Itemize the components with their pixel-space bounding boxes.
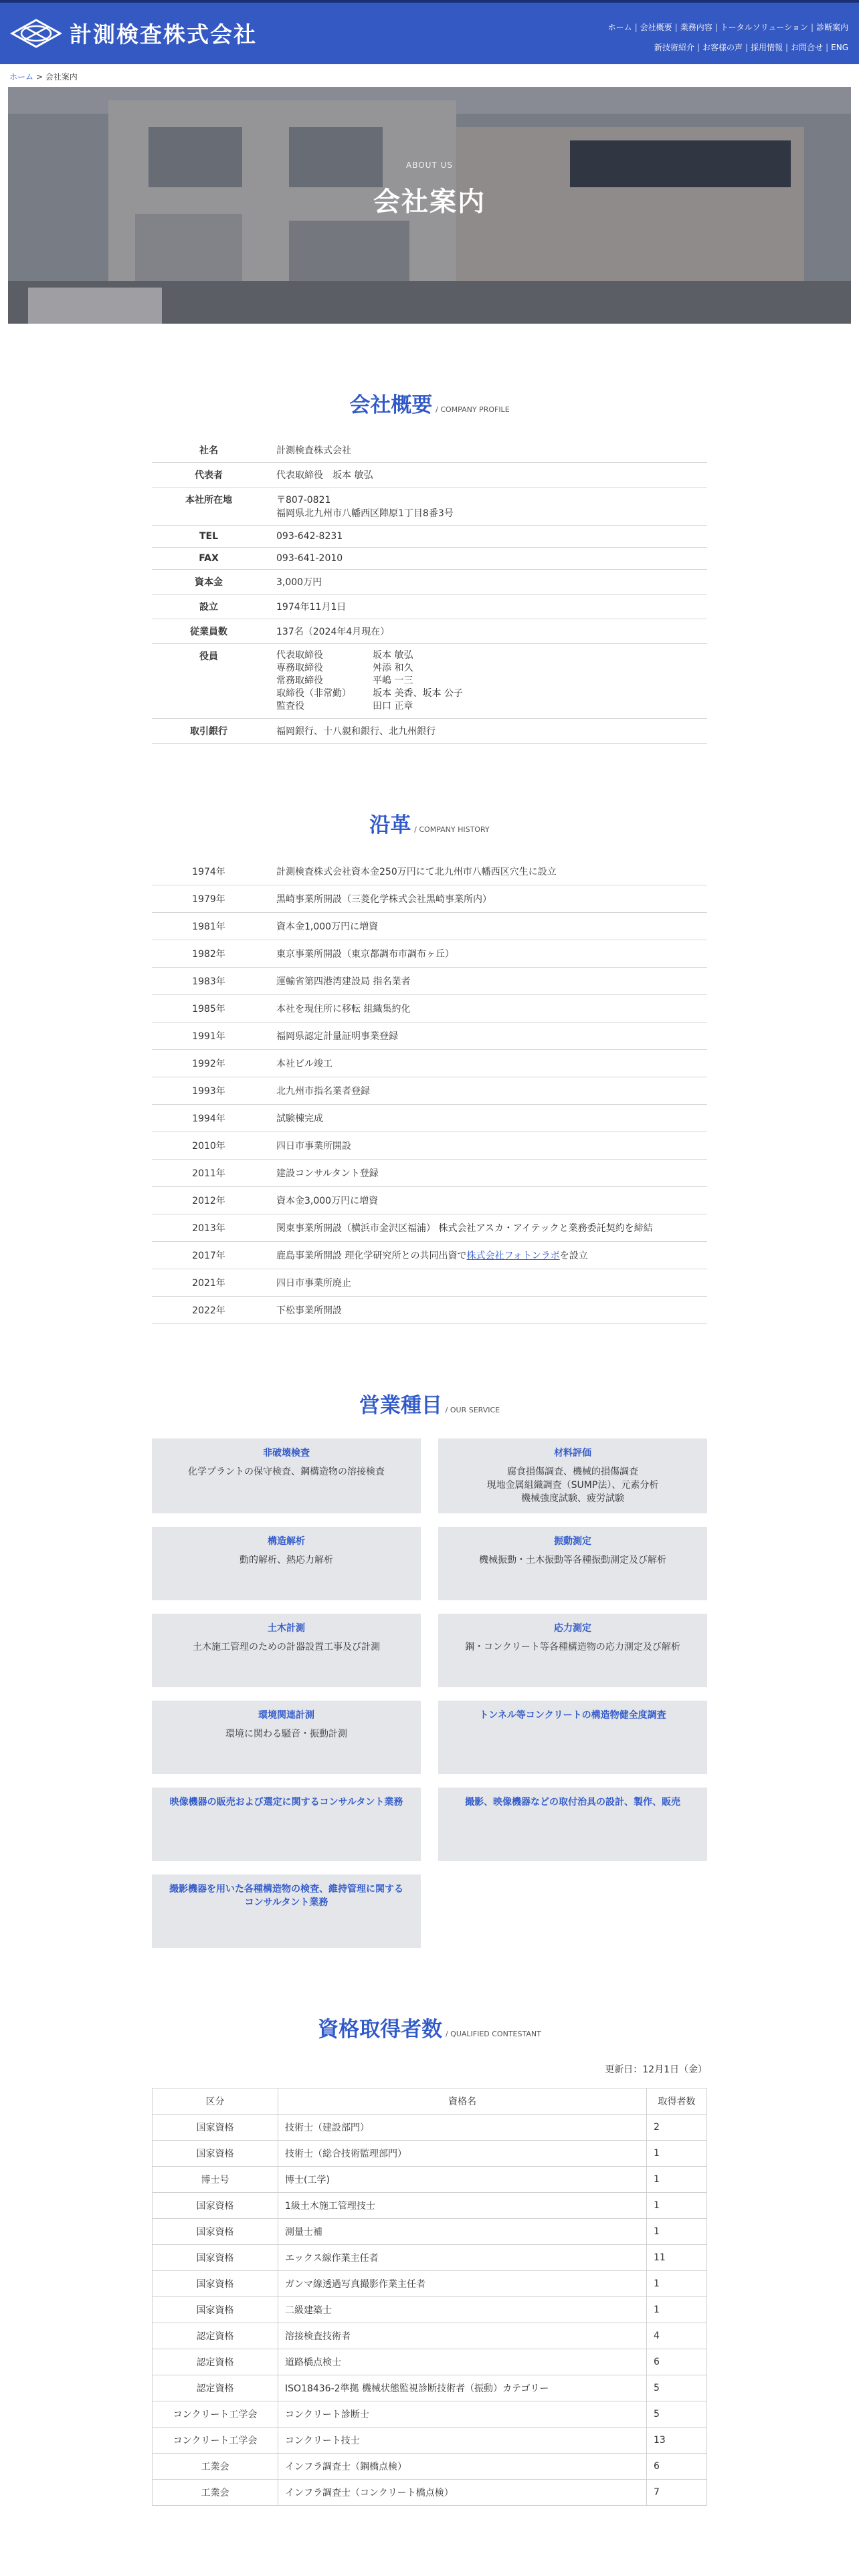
quals-row	[153, 2167, 707, 2193]
history-event	[266, 995, 707, 1023]
history-year: 2012年	[152, 1187, 266, 1214]
history-event-text: 下松事業所開設	[276, 1305, 342, 1316]
history-event-text: 鹿島事業所開設 理化学研究所との共同出資で	[276, 1251, 467, 1261]
service-card	[438, 1788, 707, 1861]
history-row	[152, 1214, 707, 1242]
service-title: 撮影、映像機器などの取付治具の設計、製作、販売	[465, 1797, 680, 1808]
profile-label: 本社所在地	[152, 488, 266, 526]
site-logo[interactable]	[9, 17, 257, 49]
quals-row	[153, 2428, 707, 2454]
profile-value	[266, 526, 707, 548]
quals-category: コンクリート工学会	[153, 2401, 278, 2428]
service-card	[438, 1438, 707, 1513]
history-row	[152, 1023, 707, 1050]
history-event	[266, 1023, 707, 1050]
history-year: 1982年	[152, 940, 266, 968]
profile-value-line: 093-642-8231	[276, 531, 343, 542]
photonlab-link[interactable]: 株式会社フォトンラボ	[466, 1251, 560, 1261]
profile-value	[266, 619, 707, 644]
officer-name: 舛添 和久	[373, 663, 413, 673]
company-name: 計測検査株式会社	[70, 21, 257, 47]
officer-name: 坂本 美香、坂本 公子	[373, 688, 463, 699]
profile-row	[152, 548, 707, 570]
officer-role: 代表取締役	[276, 650, 323, 661]
service-title: 材料評価	[554, 1448, 591, 1459]
quals-row	[153, 2323, 707, 2349]
history-row	[152, 1077, 707, 1105]
profile-value-line: 代表取締役 坂本 敏弘	[276, 470, 373, 481]
quals-name: コンクリート技士	[278, 2428, 647, 2454]
quals-row	[153, 2454, 707, 2480]
service-card	[152, 1614, 421, 1687]
quals-row	[153, 2480, 707, 2506]
profile-value	[266, 488, 707, 526]
profile-row-officers	[152, 644, 707, 719]
profile-row	[152, 526, 707, 548]
profile-value	[266, 438, 707, 463]
hero-subtitle: ABOUT US	[405, 160, 453, 170]
quals-table	[152, 2088, 707, 2506]
history-event	[266, 1242, 707, 1269]
history-event	[266, 1214, 707, 1242]
profile-label: 取引銀行	[152, 719, 266, 744]
history-event	[266, 1132, 707, 1160]
breadcrumb-current: 会社案内	[45, 72, 78, 82]
profile-value-line: 3,000万円	[276, 577, 322, 588]
quals-count: 6	[647, 2349, 707, 2375]
history-row	[152, 940, 707, 968]
quals-name: コンクリート診断士	[278, 2401, 647, 2428]
quals-row	[153, 2375, 707, 2401]
service-title: 撮影機器を用いた各種構造物の検査、維持管理に関する コンサルタント業務	[169, 1884, 403, 1908]
quals-name: 道路橋点検士	[278, 2349, 647, 2375]
history-event	[266, 1050, 707, 1077]
nav-recruit[interactable]: 採用情報	[751, 43, 783, 52]
history-year: 1983年	[152, 968, 266, 995]
quals-name: 技術士（建設部門）	[278, 2115, 647, 2141]
service-description: 現地金属組織調査（SUMP法）、元素分析	[486, 1480, 659, 1491]
service-card	[152, 1701, 421, 1774]
history-event-text: 資本金1,000万円に増資	[276, 922, 379, 932]
history-row	[152, 995, 707, 1023]
history-year: 2013年	[152, 1214, 266, 1242]
profile-label: 資本金	[152, 570, 266, 595]
quals-count: 5	[647, 2401, 707, 2428]
service-title: 応力測定	[554, 1623, 591, 1634]
history-row	[152, 1297, 707, 1324]
history-year: 1981年	[152, 913, 266, 940]
profile-table	[152, 438, 707, 744]
quals-name: ガンマ線透過写真撮影作業主任者	[278, 2271, 647, 2297]
officer-name: 田口 正章	[373, 701, 413, 712]
quals-name: 溶接検査技術者	[278, 2323, 647, 2349]
history-event-text: 試験棟完成	[276, 1113, 323, 1124]
history-year: 2022年	[152, 1297, 266, 1324]
quals-row	[153, 2401, 707, 2428]
company-logo-icon	[9, 18, 63, 49]
quals-count: 7	[647, 2480, 707, 2506]
history-year: 1991年	[152, 1023, 266, 1050]
quals-count: 2	[647, 2115, 707, 2141]
history-event	[266, 913, 707, 940]
history-event-text: 福岡県認定計量証明事業登録	[276, 1031, 398, 1042]
nav-company[interactable]: 会社概要	[640, 23, 672, 32]
quals-name: 1級土木施工管理技士	[278, 2193, 647, 2219]
history-event	[266, 1187, 707, 1214]
history-heading	[152, 808, 707, 838]
quals-category: 認定資格	[153, 2323, 278, 2349]
profile-label: FAX	[152, 548, 266, 570]
officer-entry	[276, 700, 700, 713]
quals-row	[153, 2245, 707, 2271]
history-year: 2011年	[152, 1160, 266, 1187]
company-history-section	[152, 808, 707, 1324]
quals-category: 国家資格	[153, 2245, 278, 2271]
history-row	[152, 1187, 707, 1214]
quals-row	[153, 2219, 707, 2245]
history-year: 1993年	[152, 1077, 266, 1105]
profile-label: 設立	[152, 595, 266, 619]
quals-row	[153, 2193, 707, 2219]
quals-count: 1	[647, 2141, 707, 2167]
quals-count: 1	[647, 2193, 707, 2219]
nav-contact[interactable]: お問合せ	[791, 43, 824, 52]
history-event-text: 四日市事業所廃止	[276, 1278, 351, 1289]
history-event-text: 計測検査株式会社資本金250万円にて北九州市八幡西区穴生に設立	[276, 867, 557, 877]
quals-name: 二級建築士	[278, 2297, 647, 2323]
site-header	[0, 0, 859, 64]
hero-banner	[8, 87, 851, 324]
services-title-en: / OUR SERVICE	[445, 1406, 500, 1414]
quals-header-category: 区分	[153, 2088, 278, 2115]
history-year: 1979年	[152, 885, 266, 913]
history-event	[266, 1105, 707, 1132]
quals-name: エックス線作業主任者	[278, 2245, 647, 2271]
history-event-text: 四日市事業所開設	[276, 1141, 351, 1152]
profile-value: 福岡銀行、十八親和銀行、北九州銀行	[266, 719, 707, 744]
quals-name: ISO18436-2準拠 機械状態監視診断技術者（振動）カテゴリー	[278, 2375, 647, 2401]
profile-value	[266, 548, 707, 570]
history-row	[152, 913, 707, 940]
history-event-text: 関東事業所開設（横浜市金沢区福浦） 株式会社アスカ・アイテックと業務委託契約を締結	[276, 1223, 653, 1234]
quals-header-row	[153, 2088, 707, 2115]
service-description: 動的解析、熱応力解析	[240, 1555, 333, 1566]
service-description: 土木施工管理のための計器設置工事及び計測	[193, 1642, 380, 1652]
quals-category: 工業会	[153, 2454, 278, 2480]
history-row	[152, 1050, 707, 1077]
quals-category: 認定資格	[153, 2375, 278, 2401]
history-event-text: 資本金3,000万円に増資	[276, 1196, 379, 1206]
history-year: 1992年	[152, 1050, 266, 1077]
service-description: 化学プラントの保守検査、鋼構造物の溶接検査	[188, 1467, 385, 1477]
quals-category: 工業会	[153, 2480, 278, 2506]
service-description: 環境に関わる騒音・振動計測	[225, 1729, 347, 1739]
officer-role: 専務取締役	[276, 663, 323, 673]
nav-business[interactable]: 業務内容	[680, 23, 712, 32]
profile-label: 役員	[152, 644, 266, 719]
quals-row	[153, 2271, 707, 2297]
quals-title-en: / QUALIFIED CONTESTANT	[445, 2030, 541, 2038]
history-event	[266, 1077, 707, 1105]
service-description: 機械振動・土木振動等各種振動測定及び解析	[479, 1555, 666, 1566]
officers-list	[266, 644, 707, 719]
history-event	[266, 885, 707, 913]
service-title: 非破壊検査	[263, 1448, 310, 1459]
profile-row	[152, 463, 707, 488]
quals-name: インフラ調査士（コンクリート橋点検）	[278, 2480, 647, 2506]
profile-value	[266, 595, 707, 619]
profile-row	[152, 595, 707, 619]
service-card	[438, 1614, 707, 1687]
history-event-text: 東京事業所開設（東京都調布市調布ヶ丘）	[276, 949, 454, 960]
officer-role: 監査役	[276, 701, 304, 712]
profile-label: 代表者	[152, 463, 266, 488]
history-row	[152, 858, 707, 885]
quals-category: 認定資格	[153, 2349, 278, 2375]
quals-category: コンクリート工学会	[153, 2428, 278, 2454]
quals-name: 技術士（総合技術監理部門）	[278, 2141, 647, 2167]
quals-heading	[152, 2012, 707, 2042]
history-event	[266, 1297, 707, 1324]
quals-count: 1	[647, 2219, 707, 2245]
nav-voice[interactable]: お客様の声	[702, 43, 743, 52]
service-title: 映像機器の販売および選定に関するコンサルタント業務	[169, 1797, 403, 1808]
history-row	[152, 1160, 707, 1187]
service-card	[152, 1438, 421, 1513]
service-title: 構造解析	[268, 1536, 305, 1547]
quals-count: 5	[647, 2375, 707, 2401]
service-card	[438, 1701, 707, 1774]
quals-category: 国家資格	[153, 2219, 278, 2245]
profile-label: TEL	[152, 526, 266, 548]
nav-row-1: ホーム | 会社概要 | 業務内容 | トータルソリューション | 診断案内	[605, 17, 851, 37]
history-row	[152, 1105, 707, 1132]
quals-name: 測量士補	[278, 2219, 647, 2245]
quals-header-name: 資格名	[278, 2088, 647, 2115]
history-event-text: 本社を現住所に移転 組織集約化	[276, 1004, 411, 1014]
company-profile-section	[152, 388, 707, 744]
history-year: 2017年	[152, 1242, 266, 1269]
officer-role: 取締役（非常勤）	[276, 688, 351, 699]
nav-new-tech[interactable]: 新技術紹介	[654, 43, 694, 52]
quals-row	[153, 2141, 707, 2167]
profile-value-line: 計測検査株式会社	[276, 445, 351, 456]
quals-title: 資格取得者数	[318, 2018, 443, 2042]
officer-name: 坂本 敏弘	[373, 650, 413, 661]
nav-home[interactable]: ホーム	[607, 23, 632, 32]
history-event	[266, 1160, 707, 1187]
history-event	[266, 858, 707, 885]
profile-title-en: / COMPANY PROFILE	[436, 405, 510, 414]
history-event-text: 建設コンサルタント登録	[276, 1168, 379, 1179]
hero-title: 会社案内	[373, 187, 486, 217]
breadcrumb-home[interactable]: ホーム	[9, 72, 34, 82]
history-event	[266, 1269, 707, 1297]
nav-row-2: 新技術紹介 | お客様の声 | 採用情報 | お問合せ | ENG	[605, 37, 851, 58]
quals-name: 博士(工学)	[278, 2167, 647, 2193]
officer-name: 平嶋 一三	[373, 675, 413, 686]
history-table	[152, 858, 707, 1324]
profile-value-line: 〒807-0821	[276, 495, 331, 506]
history-year: 2021年	[152, 1269, 266, 1297]
quals-category: 国家資格	[153, 2297, 278, 2323]
officer-entry	[276, 649, 700, 662]
officer-entry	[276, 675, 700, 687]
profile-row	[152, 488, 707, 526]
service-title: 振動測定	[554, 1536, 591, 1547]
nav-english[interactable]: ENG	[831, 43, 848, 52]
profile-value	[266, 570, 707, 595]
history-row	[152, 1132, 707, 1160]
service-card	[438, 1527, 707, 1600]
history-title: 沿革	[369, 813, 411, 837]
quals-category: 国家資格	[153, 2271, 278, 2297]
nav-total-solution[interactable]: トータルソリューション	[720, 23, 808, 32]
quals-row	[153, 2297, 707, 2323]
profile-label: 社名	[152, 438, 266, 463]
quals-row	[153, 2349, 707, 2375]
quals-name: インフラ調査士（鋼橋点検）	[278, 2454, 647, 2480]
profile-row	[152, 619, 707, 644]
profile-value-line: 137名（2024年4月現在）	[276, 627, 390, 637]
service-title: 環境関連計測	[258, 1710, 314, 1721]
quals-updated: 更新日：12月1日（金）	[605, 2064, 707, 2075]
quals-row	[153, 2115, 707, 2141]
qualifications-section	[152, 2012, 707, 2506]
breadcrumb	[0, 64, 859, 87]
service-card	[152, 1788, 421, 1861]
officer-entry	[276, 687, 700, 700]
profile-label: 従業員数	[152, 619, 266, 644]
service-card	[152, 1874, 421, 1948]
service-description: 機械強度試験、疲労試験	[521, 1493, 624, 1504]
history-event-text: 黒崎事業所開設（三菱化学株式会社黒崎事業所内）	[276, 894, 492, 905]
quals-count: 11	[647, 2245, 707, 2271]
officer-entry	[276, 662, 700, 675]
history-year: 1985年	[152, 995, 266, 1023]
quals-category: 国家資格	[153, 2193, 278, 2219]
quals-count: 1	[647, 2167, 707, 2193]
global-nav	[605, 17, 851, 58]
service-description: 腐食損傷調査、機械的損傷調査	[507, 1467, 638, 1477]
quals-count: 4	[647, 2323, 707, 2349]
profile-row-bank	[152, 719, 707, 744]
nav-diagnosis[interactable]: 診断案内	[816, 23, 848, 32]
quals-count: 1	[647, 2297, 707, 2323]
history-row	[152, 1242, 707, 1269]
history-event-text: 北九州市指名業者登録	[276, 1086, 370, 1097]
profile-value	[266, 463, 707, 488]
profile-title: 会社概要	[349, 393, 433, 417]
history-row	[152, 885, 707, 913]
service-description: 鋼・コンクリート等各種構造物の応力測定及び解析	[465, 1642, 680, 1652]
quals-category: 国家資格	[153, 2115, 278, 2141]
history-row	[152, 968, 707, 995]
service-title: 土木計測	[268, 1623, 305, 1634]
quals-count: 6	[647, 2454, 707, 2480]
profile-value-line: 福岡県北九州市八幡西区陣原1丁目8番3号	[276, 508, 454, 519]
history-event-text: 本社ビル竣工	[276, 1059, 332, 1069]
profile-value-line: 093-641-2010	[276, 553, 343, 564]
profile-heading	[152, 388, 707, 418]
officer-role: 常務取締役	[276, 675, 323, 686]
quals-count: 1	[647, 2271, 707, 2297]
quals-count: 13	[647, 2428, 707, 2454]
history-row	[152, 1269, 707, 1297]
history-event-text: 運輸省第四港湾建設局 指名業者	[276, 976, 411, 987]
history-event	[266, 940, 707, 968]
quals-category: 博士号	[153, 2167, 278, 2193]
breadcrumb-separator: >	[35, 72, 43, 82]
quals-category: 国家資格	[153, 2141, 278, 2167]
services-heading	[152, 1388, 707, 1418]
history-event	[266, 968, 707, 995]
history-event-tail: を設立	[559, 1251, 588, 1261]
service-card	[152, 1527, 421, 1600]
profile-value-line: 1974年11月1日	[276, 602, 347, 613]
profile-row	[152, 570, 707, 595]
profile-row	[152, 438, 707, 463]
history-title-en: / COMPANY HISTORY	[414, 825, 490, 834]
history-year: 1994年	[152, 1105, 266, 1132]
history-year: 1974年	[152, 858, 266, 885]
history-year: 2010年	[152, 1132, 266, 1160]
services-title: 営業種目	[359, 1394, 442, 1418]
quals-header-count: 取得者数	[647, 2088, 707, 2115]
service-title: トンネル等コンクリートの構造物健全度調査	[479, 1710, 666, 1721]
services-grid	[152, 1438, 707, 1948]
services-section	[152, 1388, 707, 1948]
